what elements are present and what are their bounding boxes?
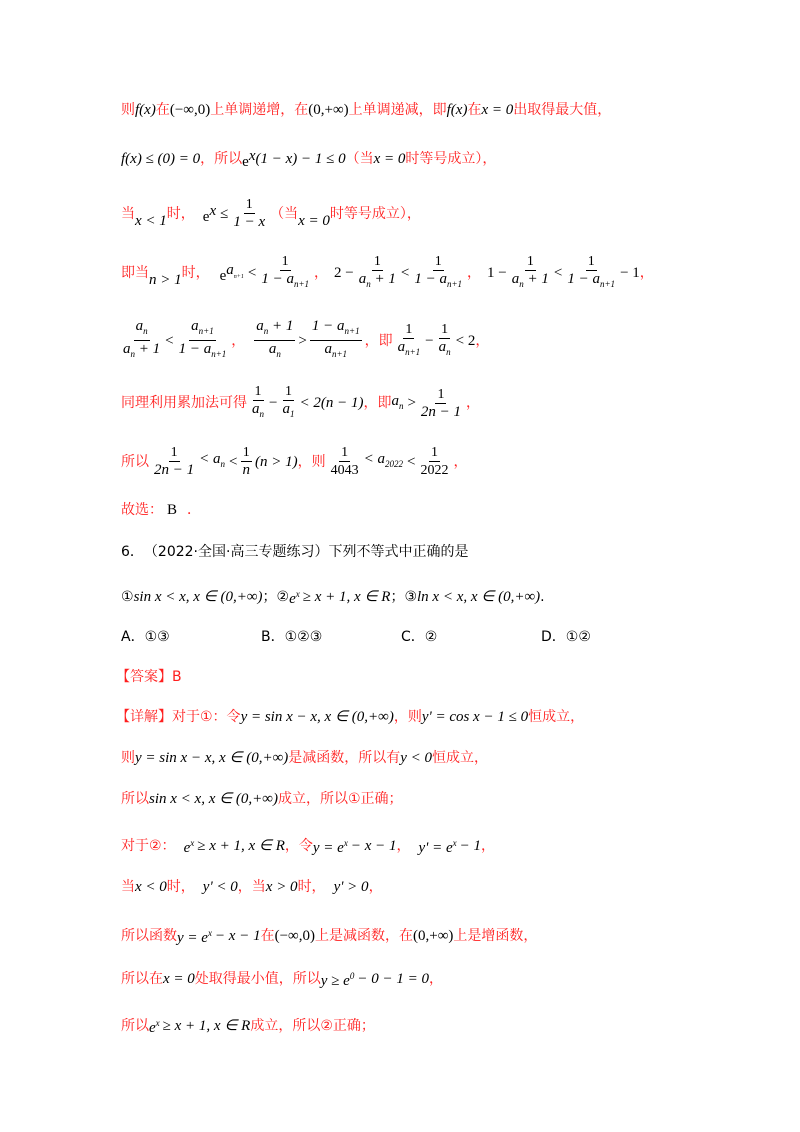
explanation-line-5: [121, 877, 383, 897]
fraction: $\frac{1}{a_1}$: [282, 384, 295, 419]
explanation-line-4: [121, 833, 495, 858]
math: < $a_n$: [199, 451, 225, 469]
text: ，: [231, 332, 246, 349]
text: 对于②：: [121, 837, 176, 854]
text: ，当: [237, 879, 266, 895]
math: (n > 1): [254, 453, 298, 470]
math: 1 −: [487, 265, 507, 281]
solution-line-5: [118, 318, 489, 363]
text: 所以: [121, 791, 149, 807]
text: 对于①：令: [172, 709, 241, 725]
explanation-line-3: [121, 789, 403, 809]
circled-3: ③: [404, 588, 417, 605]
solution-line-1: [121, 100, 611, 120]
explanation-tag: 【详解】: [116, 709, 172, 725]
text: ，令: [284, 837, 313, 854]
text: 时，: [181, 265, 210, 281]
math: $y \ge e^0$: [320, 971, 355, 989]
explanation-line-6: [121, 923, 537, 948]
text: ，: [466, 395, 481, 411]
math: f(x) ≤ (0) = 0: [121, 151, 201, 167]
text: ．: [187, 502, 202, 518]
solution-line-4: [121, 253, 654, 293]
math: − 1: [459, 837, 482, 854]
text: ，: [481, 837, 496, 854]
math: y = sin x − x, x ∈ (0,+∞): [240, 709, 394, 725]
math: sin x < x, x ∈ (0,+∞): [133, 588, 263, 605]
solution-line-7: [121, 444, 467, 479]
math: x = 0: [481, 102, 514, 118]
fraction: $\frac{1}{2n - 1}$: [420, 386, 462, 420]
math: sin x < x, x ∈ (0,+∞): [149, 791, 278, 807]
text: ，: [639, 265, 654, 281]
solution-line-2: [121, 146, 496, 172]
text: （当: [345, 151, 374, 167]
explanation-line-1: [116, 707, 584, 727]
math: < 2: [455, 332, 476, 349]
text: ，则: [297, 453, 326, 470]
question-text: （2022·全国·高三专题练习）下列不等式中正确的是: [143, 544, 469, 560]
math: x > 0: [265, 879, 298, 895]
math: $e^{a_{n+1}}$: [219, 261, 244, 284]
math: (1 − x) − 1 ≤ 0: [255, 151, 346, 167]
text: ；: [390, 588, 405, 605]
text: ，所以: [200, 151, 243, 167]
text: 同理利用累加法可得: [121, 395, 247, 411]
text: 处取得最小值，所以: [194, 970, 321, 987]
text: 所以在: [121, 970, 163, 987]
option-c[interactable]: C．②: [401, 629, 438, 645]
text: 在: [260, 927, 275, 944]
math: x = 0: [163, 970, 195, 987]
math: $e^x$: [149, 1018, 160, 1036]
solution-line-8: [121, 500, 201, 520]
text: 恒成立，: [528, 709, 585, 725]
text: 成立，所以①正确；: [277, 791, 403, 807]
text: 出取得最大值，: [513, 102, 612, 118]
math: −: [425, 332, 434, 349]
math: − x − 1: [350, 837, 397, 854]
math: − 0 − 1 = 0: [357, 970, 429, 987]
math: x = 0: [298, 212, 330, 229]
text: 即当: [121, 265, 149, 281]
math: >: [298, 332, 307, 349]
math: − x − 1: [214, 927, 261, 944]
answer-tag: 【答案】: [116, 669, 172, 685]
math: y' > 0: [333, 879, 369, 895]
math: $e^x$: [242, 148, 256, 170]
text: 成立，所以②正确；: [250, 1017, 375, 1034]
fraction: $\frac{1}{2n - 1}$: [154, 445, 195, 478]
math: $y = e^x$: [177, 928, 212, 946]
fraction: $\frac{1}{a_{n+1}}$: [397, 321, 421, 357]
text: 时，: [166, 879, 195, 895]
text: 时等号成立），: [405, 151, 497, 167]
math: 2 −: [334, 265, 354, 281]
math: x < 0: [135, 879, 167, 895]
math: <: [400, 265, 410, 281]
text: ，则: [393, 709, 422, 725]
text: 是减函数，所以有: [288, 750, 401, 766]
fraction: $\frac{1}{n}$: [242, 445, 250, 478]
text: 上是增函数，: [453, 927, 538, 944]
fraction: $\frac{1}{a_n + 1}$: [511, 254, 549, 289]
math: (0,+∞): [413, 927, 454, 944]
math: <: [229, 453, 238, 470]
math: x = 0: [373, 151, 406, 167]
math: y' < 0: [202, 879, 238, 895]
math: $e^x$: [202, 202, 217, 225]
text: 上单调递增，在: [210, 102, 309, 118]
text: ，: [475, 332, 490, 349]
text: （当: [270, 205, 299, 222]
fraction: $\frac{1}{a_n}$: [252, 384, 264, 419]
text: .: [540, 588, 545, 605]
text: ；: [262, 588, 277, 605]
math: ≥ x + 1, x ∈ R: [302, 588, 391, 605]
math: < $a_{2022}$: [363, 451, 403, 469]
math: n > 1: [149, 272, 182, 288]
question-6-statements: [121, 584, 545, 609]
fraction: $\frac{a_{n+1}}{1 - a_{n+1}}$: [178, 318, 227, 359]
fraction: $\frac{1}{2022}$: [420, 445, 449, 478]
fraction: $\frac{1}{1 - x}$: [233, 197, 266, 230]
text: 则: [121, 750, 135, 766]
explanation-line-7: [121, 966, 443, 991]
math: $y' = e^x$: [418, 838, 457, 856]
text: 所以函数: [121, 927, 177, 944]
text: ，即: [364, 332, 393, 349]
math: y = sin x − x, x ∈ (0,+∞): [135, 750, 289, 766]
option-a[interactable]: A．①③: [121, 629, 170, 645]
option-b[interactable]: B．①②③: [261, 629, 323, 645]
math: >: [407, 395, 416, 411]
answer-letter: B: [167, 502, 178, 518]
text: ，: [314, 265, 329, 281]
math: $a_n$: [391, 392, 404, 411]
math: $y = e^x$: [312, 838, 348, 856]
math: ln x < x, x ∈ (0,+∞): [417, 588, 541, 605]
math: ≥ x + 1, x ∈ R: [197, 837, 285, 854]
question-6-stem: [121, 542, 468, 562]
text: 在: [155, 102, 170, 118]
math: $e^x$: [183, 838, 195, 856]
fraction: $\frac{1}{1 - a_{n+1}}$: [567, 254, 616, 289]
fraction: $\frac{1}{1 - a_{n+1}}$: [261, 254, 310, 289]
answer-value: B: [172, 669, 182, 685]
text: ，: [467, 265, 482, 281]
fraction: $\frac{1}{1 - a_{n+1}}$: [414, 254, 463, 289]
math: x < 1: [135, 212, 167, 229]
text: 上单调递减，即: [348, 102, 447, 118]
text: ，: [453, 453, 468, 470]
explanation-line-8: [121, 1013, 375, 1038]
circled-2: ②: [276, 588, 290, 605]
math: <: [553, 265, 563, 281]
math: <: [165, 332, 174, 349]
text: 时等号成立），: [329, 205, 421, 222]
text: 当: [121, 205, 135, 222]
math: y' = cos x − 1 ≤ 0: [421, 709, 529, 725]
math: y < 0: [400, 750, 433, 766]
circled-1: ①: [121, 588, 134, 605]
math: f(x): [135, 102, 156, 118]
math: f(x): [446, 102, 468, 118]
math: $e^x$: [289, 589, 300, 607]
math: < 2(n − 1): [299, 395, 364, 411]
question-6-options: [121, 627, 681, 647]
math: ≥ x + 1, x ∈ R: [162, 1017, 251, 1034]
text: ，: [396, 837, 411, 854]
math: −: [269, 395, 278, 411]
question-number: 6．: [121, 544, 144, 560]
math: ≤: [220, 205, 229, 222]
fraction: $\frac{1}{4043}$: [330, 445, 359, 478]
text: 当: [121, 879, 135, 895]
explanation-line-2: [121, 748, 488, 768]
math: − 1: [620, 265, 640, 281]
solution-line-3: [121, 196, 421, 231]
text: 所以: [121, 1017, 149, 1034]
math: (−∞,0): [169, 102, 211, 118]
fraction: $\frac{a_n + 1}{a_n}$: [256, 318, 294, 359]
text: ，: [428, 970, 443, 987]
fraction: $\frac{1}{a_n}$: [438, 321, 451, 357]
text: 所以: [121, 453, 149, 470]
solution-line-6: [121, 383, 480, 423]
fraction: $\frac{a_n}{a_n + 1}$: [123, 318, 161, 359]
math: (−∞,0): [274, 927, 315, 944]
fraction: $\frac{1}{a_n + 1}$: [358, 254, 396, 289]
text: 故选：: [121, 502, 163, 518]
math: <: [406, 453, 416, 470]
text: ，: [368, 879, 383, 895]
answer-line: [116, 667, 182, 687]
math: (0,+∞): [308, 102, 349, 118]
fraction: $\frac{1 - a_{n+1}}{a_{n+1}}$: [311, 318, 360, 359]
text: 时，: [297, 879, 326, 895]
text: 在: [467, 102, 482, 118]
text: 上是减函数，在: [315, 927, 413, 944]
text: 时，: [166, 205, 195, 222]
text: 则: [121, 102, 135, 118]
text: ，即: [363, 395, 392, 411]
text: 恒成立，: [432, 750, 489, 766]
math: <: [247, 265, 257, 281]
option-d[interactable]: D．①②: [541, 629, 591, 645]
